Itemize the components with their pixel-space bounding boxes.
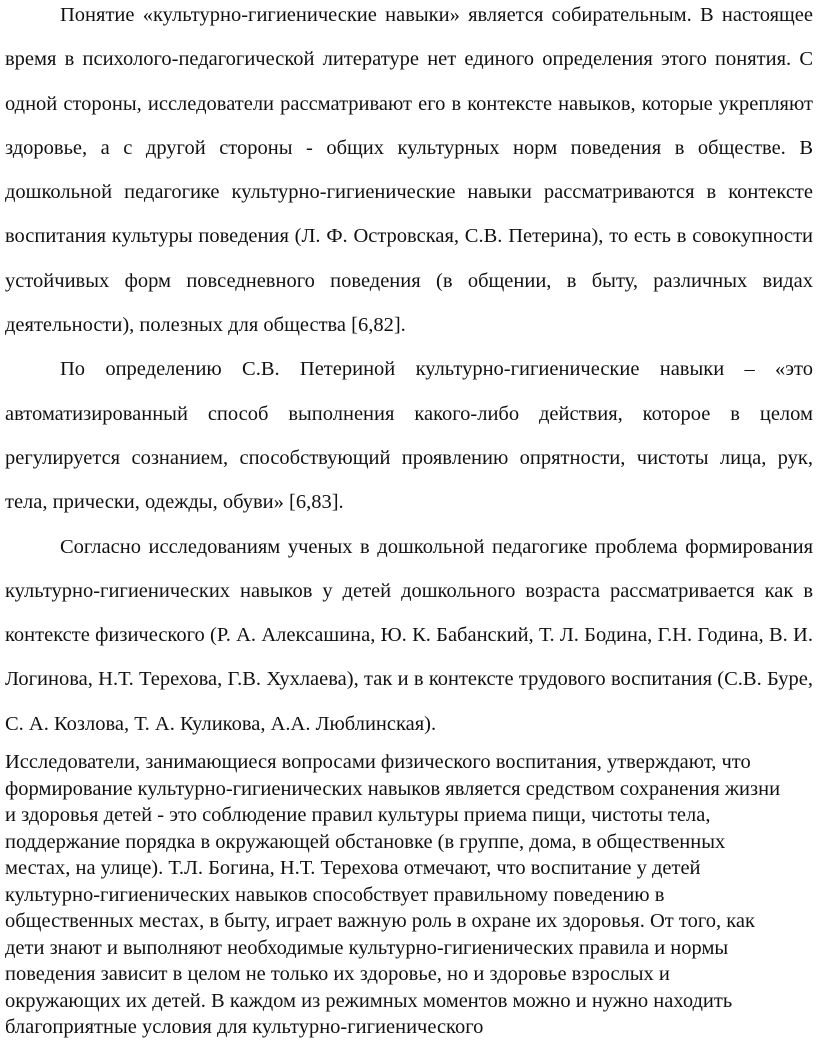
paragraph-physical-education: Исследователи, занимающиеся вопросами физического воспитания, утверждают, что формирование культурно-гигиенических навыков является средством сохранения жизни и здоровья детей - это соблюдение правил культуры приема пищи, чистоты тела, поддержание порядка в окружающей обстановке (в группе, дома, в общественных местах, на улице). Т.Л. Богина, Н.Т. Терехова отмечают, что воспитание у детей культурно-гигиенических навыков способствует правильному поведению в общественных местах, в быту, играет важную роль в охране их здоровья. От того, как дети знают и выполняют необходимые культурно-гигиенических правила и нормы поведения зависит в целом не только их здоровье, но и здоровье взрослых и окружающих их детей. В каждом из режимных моментов можно и нужно находить благоприятные условия для культурно-гигиенического [5,751,781,1039]
paragraph-definition-collective: Понятие «культурно-гигиенические навыки» является собирательным. В настоящее время в психолого-педагогической литературе нет единого определения этого понятия. С одной стороны, исследователи рассматривают его в контексте навыков, которые укрепляют здоровье, а с другой стороны - общих культурных норм поведения в обществе. В дошкольной педагогике культурно-гигиенические навыки рассматриваются в контексте воспитания культуры поведения (Л. Ф. Островская, С.В. Петерина), то есть в совокупности устойчивых форм повседневного поведения (в общении, в быту, различных видах деятельности), полезных для общества [6,82]. [5,4,813,337]
paragraph-research-context: Согласно исследованиям ученых в дошкольной педагогике проблема формирования культурно-гигиенических навыков у детей дошкольного возраста рассматривается как в контексте физического (Р. А. Алексашина, Ю. К. Бабанский, Т. Л. Бодина, Г.Н. Година, В. И. Логинова, Н.Т. Терехова, Г.В. Хухлаева), так и в контексте трудового воспитания (С.В. Буре, С. А. Козлова, Т. А. Куликова, А.А. Люблинская). [5,535,813,735]
paragraph-peterina-definition: По определению С.В. Петериной культурно-гигиенические навыки – «это автоматизированный способ выполнения какого-либо действия, которое в целом регулируется сознанием, способствующий проявлению опрятности, чистоты лица, рук, тела, прически, одежды, обуви» [6,83]. [5,358,813,514]
